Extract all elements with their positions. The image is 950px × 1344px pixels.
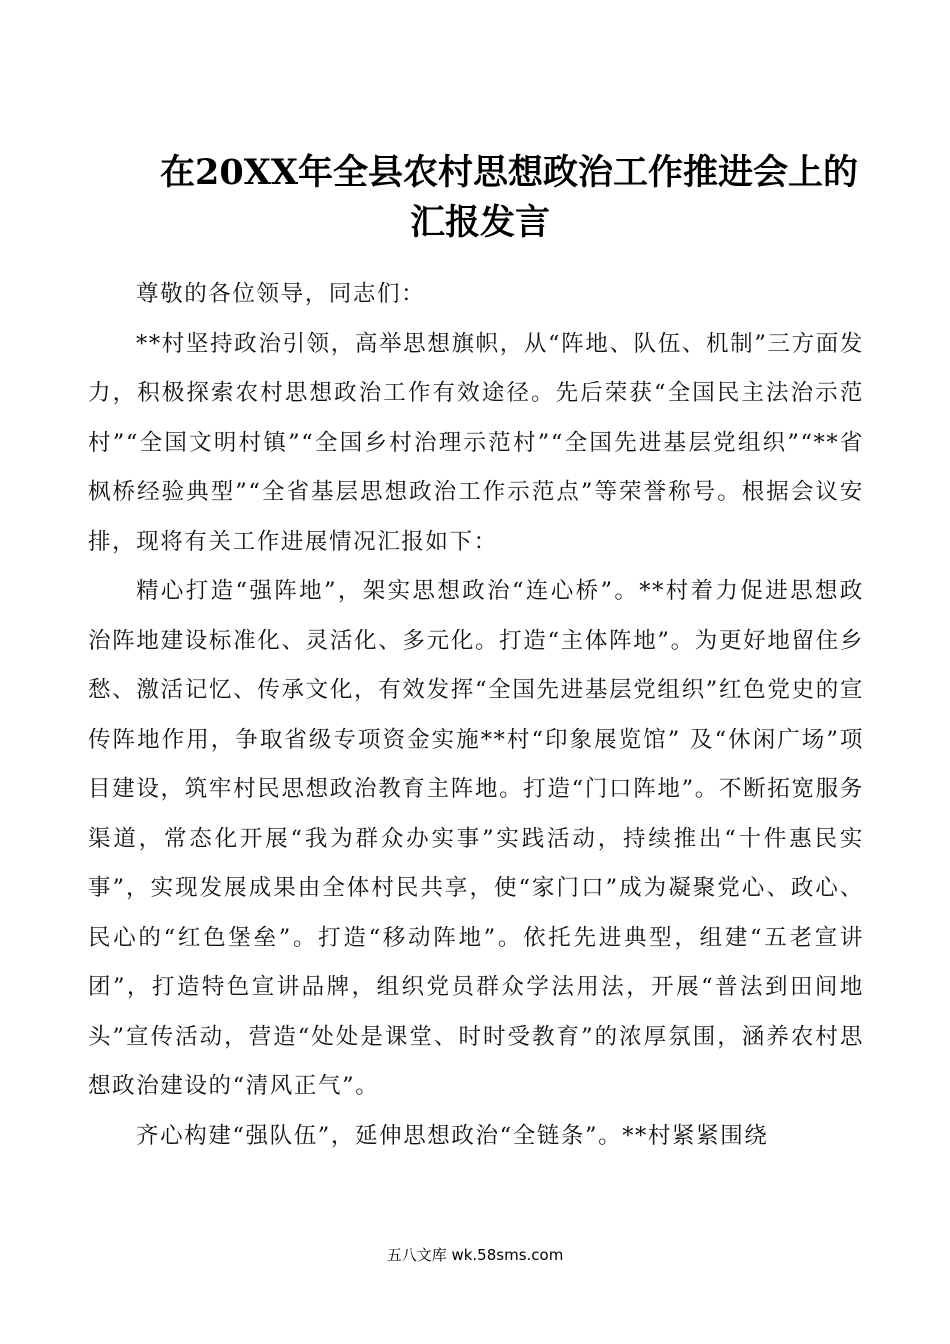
body-paragraph: 精心打造“强阵地”，架实思想政治“连心桥”。**村着力促进思想政治阵地建设标准化、灵活化、多元化。打造“主体阵地”。为更好地留住乡愁、激活记忆、传承文化，有效发挥“全国先进基层党组织”红色党史的宣传阵地作用，争取省级专项资金实施**村“印象展览馆” 及“休闲广场”项目建设，筑牢村民思想政治教育主阵地。打造“门口阵地”。不断拓宽服务渠道，常态化开展“我为群众办实事”实践活动，持续推出“十件惠民实事”，实现发展成果由全体村民共享，使“家门口”成为凝聚党心、政心、民心的“红色堡垒”。打造“移动阵地”。依托先进典型，组建“五老宣讲团”，打造特色宣讲品牌，组织党员群众学法用法，开展“普法到田间地头”宣传活动，营造“处处是课堂、时时受教育”的浓厚氛围，涵养农村思想政治建设的“清风正气”。 — [88, 578, 864, 1099]
salutation: 尊敬的各位领导，同志们： — [136, 281, 426, 307]
body-paragraph: **村坚持政治引领，高举思想旗帜，从“阵地、队伍、机制”三方面发力，积极探索农村思想政治工作有效途径。先后荣获“全国民主法治示范村”“全国文明村镇”“全国乡村治理示范村”“全国先进基层党组织”“**省枫桥经验典型”“全省基层思想政治工作示范点”等荣誉称号。根据会议安排，现将有关工作进展情况汇报如下： — [88, 330, 864, 555]
title-line-1: 在20XX年全县农村思想政治工作推进会上的 — [160, 152, 859, 193]
document-body — [88, 270, 864, 1161]
footer-watermark: 五八文库 wk.58sms.com — [386, 1246, 564, 1264]
document-title — [88, 148, 862, 248]
title-line-2: 汇报发言 — [409, 202, 550, 243]
body-paragraph: 齐心构建“强队伍”，延伸思想政治“全链条”。**村紧紧围绕 — [136, 1122, 769, 1149]
